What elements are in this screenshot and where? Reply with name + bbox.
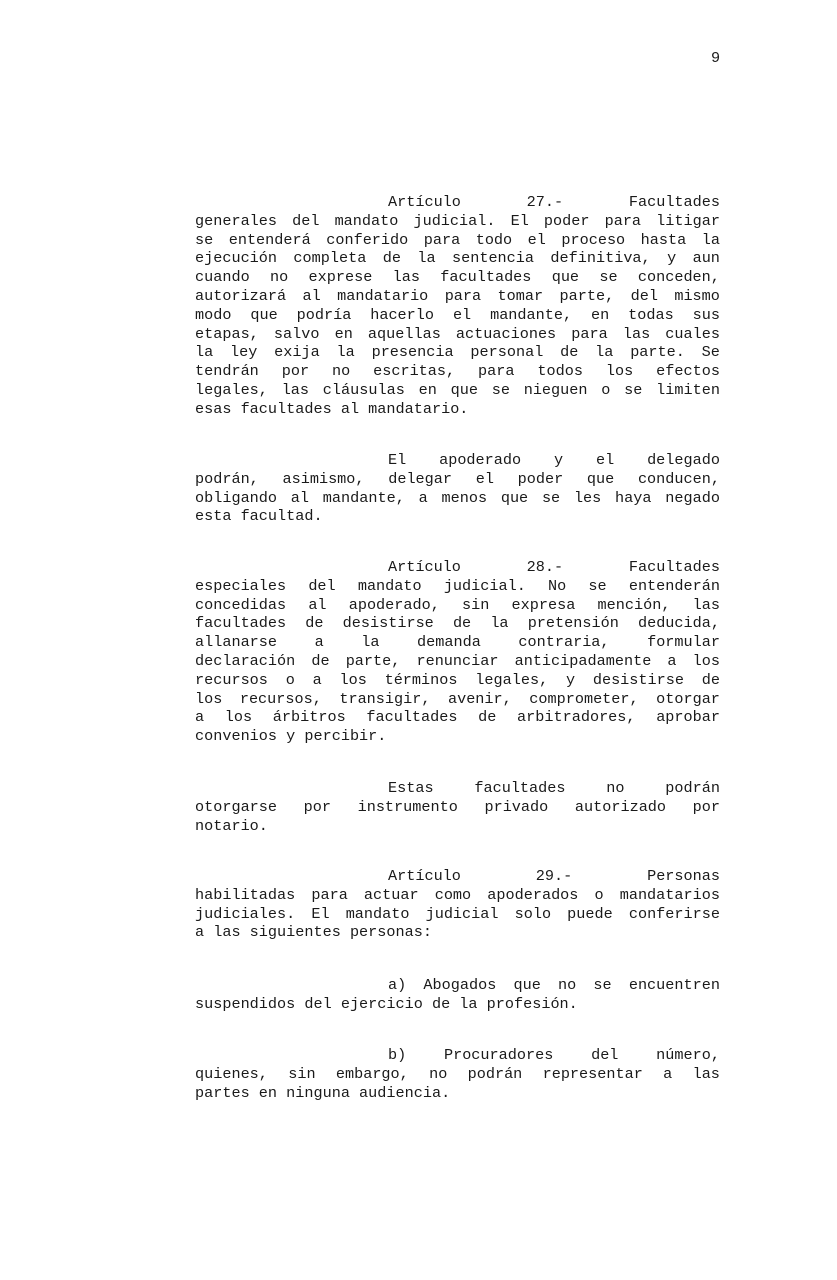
word: anticipadamente	[514, 651, 652, 670]
word: y	[565, 670, 576, 689]
word: demanda	[417, 633, 481, 652]
word: en	[418, 380, 437, 399]
word: el	[595, 451, 615, 469]
text-line	[195, 451, 720, 470]
word: haya	[615, 488, 652, 507]
text-line	[195, 976, 720, 995]
word: Artículo	[388, 867, 461, 885]
word: legales,	[195, 380, 268, 399]
text-line	[195, 995, 720, 1014]
word: exprese	[308, 268, 373, 287]
word: el	[527, 230, 546, 249]
word: la	[336, 343, 355, 362]
word: el	[475, 469, 494, 488]
word: legales,	[475, 670, 549, 689]
word: suspendidos del ejercicio de la profesión.	[195, 994, 578, 1013]
word: parte.	[630, 343, 685, 362]
word: sin	[462, 595, 490, 614]
word: asimismo,	[282, 469, 365, 488]
word: instrumento	[357, 797, 458, 816]
word: negado	[665, 488, 720, 507]
word: todos	[537, 362, 583, 381]
word: entenderá	[228, 230, 311, 249]
word: a	[312, 670, 322, 689]
word: judiciales.	[195, 904, 296, 923]
word: desistirse	[342, 614, 434, 633]
word: se	[599, 268, 618, 287]
word: que	[250, 305, 278, 324]
word: 28.-	[526, 558, 564, 576]
word: mandato	[334, 211, 399, 230]
word: y	[667, 249, 677, 268]
word: se	[593, 976, 612, 994]
word: y	[553, 451, 564, 469]
word: comprometer,	[529, 689, 639, 708]
word: Facultades	[628, 193, 720, 211]
word: las	[692, 1064, 720, 1083]
word: quienes,	[195, 1064, 268, 1083]
word: Personas	[647, 867, 720, 885]
word: de	[452, 614, 472, 633]
word: términos	[384, 670, 458, 689]
text-line	[195, 779, 720, 798]
word: facultades	[366, 708, 458, 727]
word: recursos,	[239, 689, 322, 708]
word: Abogados	[423, 976, 497, 994]
word: el	[452, 305, 472, 324]
word: poder	[517, 469, 564, 488]
word: menos	[441, 488, 488, 507]
text-line	[195, 798, 720, 817]
word: los	[195, 689, 223, 708]
word: en	[334, 324, 353, 343]
word: todo	[475, 230, 513, 249]
word: a	[663, 1064, 673, 1083]
word: del	[292, 211, 320, 230]
word: puede	[567, 904, 613, 923]
word: para	[478, 362, 515, 381]
word: para	[571, 324, 608, 343]
word: proceso	[561, 230, 626, 249]
word: El	[388, 451, 407, 469]
word: la	[701, 230, 720, 249]
word: ejecución	[195, 249, 278, 268]
text-line	[195, 708, 720, 727]
word: para	[423, 230, 461, 249]
text-line	[195, 287, 720, 306]
word: delegar	[388, 469, 453, 488]
word: presencia	[371, 343, 454, 362]
word: la	[195, 343, 214, 362]
word: las	[692, 595, 720, 614]
word: otorgarse	[195, 797, 278, 816]
word: que	[500, 488, 529, 507]
word: se	[491, 380, 510, 399]
word: poder	[543, 211, 590, 230]
word: cuando	[195, 268, 250, 287]
word: la	[490, 614, 509, 633]
word: 29.-	[535, 867, 573, 885]
text-line	[195, 400, 720, 419]
word: judicial.	[443, 576, 526, 595]
word: efectos	[656, 362, 720, 381]
word: para	[604, 211, 642, 230]
word: de	[305, 614, 324, 633]
word: privado	[484, 797, 549, 816]
word: del	[591, 1046, 619, 1064]
text-line	[195, 507, 720, 526]
paragraph-item-a	[195, 976, 720, 1014]
word: que	[551, 268, 580, 287]
word: generales	[195, 211, 278, 230]
page-number: 9	[711, 49, 721, 67]
text-line	[195, 231, 720, 250]
word: mandante,	[322, 488, 405, 507]
text-line	[195, 193, 720, 212]
word: avenir,	[447, 689, 512, 708]
word: tomar	[497, 286, 544, 305]
word: cuales	[665, 324, 720, 343]
word: salvo	[273, 324, 320, 343]
text-line	[195, 652, 720, 671]
word: o	[601, 380, 611, 399]
text-line	[195, 325, 720, 344]
word: conducen,	[637, 469, 720, 488]
word: para	[444, 286, 482, 305]
word: que	[513, 976, 541, 994]
text-line	[195, 249, 720, 268]
word: no	[331, 362, 351, 381]
word: no	[606, 779, 625, 797]
text-line	[195, 343, 720, 362]
word: personal	[470, 343, 544, 362]
text-line	[195, 886, 720, 905]
word: al	[290, 488, 310, 507]
word: cláusulas	[322, 380, 405, 399]
word: partes en ninguna audiencia.	[195, 1083, 451, 1102]
word: para	[311, 885, 348, 904]
word: conferido	[326, 230, 409, 249]
word: árbitros	[272, 708, 346, 727]
word: a)	[388, 976, 407, 994]
text-line	[195, 470, 720, 489]
word: mandatario	[337, 286, 429, 305]
word: se	[588, 576, 607, 595]
word: los	[692, 651, 720, 670]
word: sentencia	[451, 249, 535, 268]
word: mismo	[674, 286, 720, 305]
text-line	[195, 362, 720, 381]
word: declaración	[195, 651, 296, 670]
word: las	[392, 268, 420, 287]
word: mandante,	[490, 305, 573, 324]
word: b)	[388, 1046, 407, 1064]
word: escritas,	[373, 362, 456, 381]
text-line	[195, 671, 720, 690]
word: mención,	[597, 595, 671, 614]
text-line	[195, 268, 720, 287]
text-line	[195, 558, 720, 577]
word: delegado	[647, 451, 720, 469]
word: no	[269, 268, 289, 287]
text-line	[195, 690, 720, 709]
word: convenios y percibir.	[195, 727, 387, 746]
text-line	[195, 1065, 720, 1084]
word: facultades	[195, 614, 287, 633]
word: allanarse	[195, 633, 278, 652]
word: litigar	[656, 211, 720, 230]
word: El	[311, 904, 330, 923]
word: se	[541, 488, 561, 507]
word: completa	[293, 249, 367, 268]
word: por	[303, 797, 331, 816]
paragraph-estas-facultades	[195, 779, 720, 835]
word: mandato	[345, 904, 410, 923]
text-line	[195, 212, 720, 231]
word: a las siguientes personas:	[195, 923, 432, 942]
text-line	[195, 1084, 720, 1103]
word: especiales	[195, 576, 287, 595]
word: la	[595, 343, 614, 362]
word: limiten	[656, 380, 720, 399]
word: los	[605, 362, 634, 381]
word: Artículo	[388, 193, 461, 211]
word: facultades	[474, 779, 566, 797]
word: esta facultad.	[195, 507, 323, 526]
word: esas facultades al mandatario.	[195, 399, 469, 418]
word: se	[624, 380, 643, 399]
word: parte,	[559, 286, 615, 305]
text-line	[195, 306, 720, 325]
word: a	[195, 708, 205, 727]
word: de	[701, 670, 720, 689]
word: exija	[274, 343, 320, 362]
word: sus	[692, 305, 720, 324]
text-line	[195, 1046, 720, 1065]
word: concedidas	[195, 595, 287, 614]
word: por	[692, 797, 720, 816]
word: a	[314, 633, 324, 652]
word: habilitadas	[195, 885, 296, 904]
word: facultades	[440, 268, 532, 287]
word: mandatarios	[619, 885, 720, 904]
paragraph-article-29	[195, 867, 720, 942]
text-line	[195, 905, 720, 924]
word: recursos	[195, 670, 268, 689]
word: obligando	[195, 488, 278, 507]
word: hasta	[640, 230, 687, 249]
word: se	[195, 230, 214, 249]
word: judicial	[425, 904, 499, 923]
word: en	[591, 305, 610, 324]
word: autorizará	[195, 286, 287, 305]
word: les	[573, 488, 602, 507]
word: las	[281, 380, 310, 399]
word: encuentren	[628, 976, 720, 994]
word: a	[667, 651, 677, 670]
word: mandato	[357, 576, 422, 595]
word: deducida,	[637, 614, 720, 633]
word: pretensión	[527, 614, 619, 633]
word: podría	[296, 305, 352, 324]
word: todas	[628, 305, 674, 324]
word: aun	[692, 249, 720, 268]
word: apoderado,	[348, 595, 440, 614]
text-line	[195, 381, 720, 400]
word: del	[308, 576, 336, 595]
word: del	[630, 286, 658, 305]
text-line	[195, 727, 720, 746]
word: expresa	[511, 595, 576, 614]
word: hacerlo	[370, 305, 435, 324]
word: actuaciones	[455, 324, 557, 343]
word: la	[417, 249, 436, 268]
word: apoderado	[439, 451, 522, 469]
word: podrán	[467, 1064, 523, 1083]
word: de	[382, 249, 401, 268]
word: embargo,	[335, 1064, 409, 1083]
text-line	[195, 817, 720, 836]
word: sin	[288, 1064, 316, 1083]
word: los	[339, 670, 367, 689]
word: Artículo	[388, 558, 461, 576]
word: Facultades	[628, 558, 720, 576]
word: conferirse	[628, 904, 720, 923]
word: judicial.	[413, 211, 496, 230]
word: número,	[656, 1046, 720, 1064]
word: que	[586, 469, 615, 488]
paragraph-article-27	[195, 193, 720, 419]
word: representar	[542, 1064, 643, 1083]
word: de	[311, 651, 330, 670]
word: solo	[514, 904, 552, 923]
word: modo	[195, 305, 232, 324]
word: renunciar	[416, 651, 499, 670]
word: de	[560, 343, 579, 362]
text-line	[195, 596, 720, 615]
paragraph-item-b	[195, 1046, 720, 1102]
word: formular	[647, 633, 720, 652]
word: 27.-	[526, 193, 564, 211]
word: contraria,	[518, 633, 610, 652]
word: Se	[701, 343, 720, 362]
word: arbitradores,	[517, 708, 636, 727]
word: parte,	[345, 651, 401, 670]
word: El	[510, 211, 529, 230]
word: transigir,	[339, 689, 431, 708]
word: no	[429, 1064, 448, 1083]
word: no	[558, 976, 577, 994]
word: conceden,	[637, 268, 720, 287]
word: o	[594, 885, 604, 904]
word: apoderados	[487, 885, 579, 904]
word: la	[361, 633, 380, 652]
word: por	[281, 362, 310, 381]
word: Estas	[388, 779, 434, 797]
text-line	[195, 489, 720, 508]
word: definitiva,	[550, 249, 651, 268]
word: Procuradores	[443, 1046, 554, 1064]
text-line	[195, 614, 720, 633]
text-line	[195, 867, 720, 886]
word: notario.	[195, 816, 268, 835]
word: desistirse	[592, 670, 684, 689]
word: nieguen	[523, 380, 588, 399]
text-line	[195, 577, 720, 596]
word: otorgar	[656, 689, 720, 708]
word: o	[285, 670, 295, 689]
word: como	[434, 885, 472, 904]
paragraph-delegation	[195, 451, 720, 526]
word: que	[450, 380, 478, 399]
word: al	[308, 595, 327, 614]
text-line	[195, 923, 720, 942]
word: entenderán	[628, 576, 720, 595]
word: No	[548, 576, 567, 595]
word: las	[622, 324, 651, 343]
word: ley	[230, 343, 258, 362]
word: autorizado	[574, 797, 667, 816]
word: podrán,	[195, 469, 259, 488]
word: los	[224, 708, 253, 727]
word: aquellas	[367, 324, 441, 343]
word: de	[478, 708, 497, 727]
word: tendrán	[195, 362, 259, 381]
word: actuar	[363, 885, 419, 904]
word: al	[302, 286, 321, 305]
word: etapas,	[195, 324, 259, 343]
word: a	[418, 488, 428, 507]
text-line	[195, 633, 720, 652]
word: aprobar	[656, 708, 720, 727]
paragraph-article-28	[195, 558, 720, 746]
word: podrán	[665, 779, 720, 797]
